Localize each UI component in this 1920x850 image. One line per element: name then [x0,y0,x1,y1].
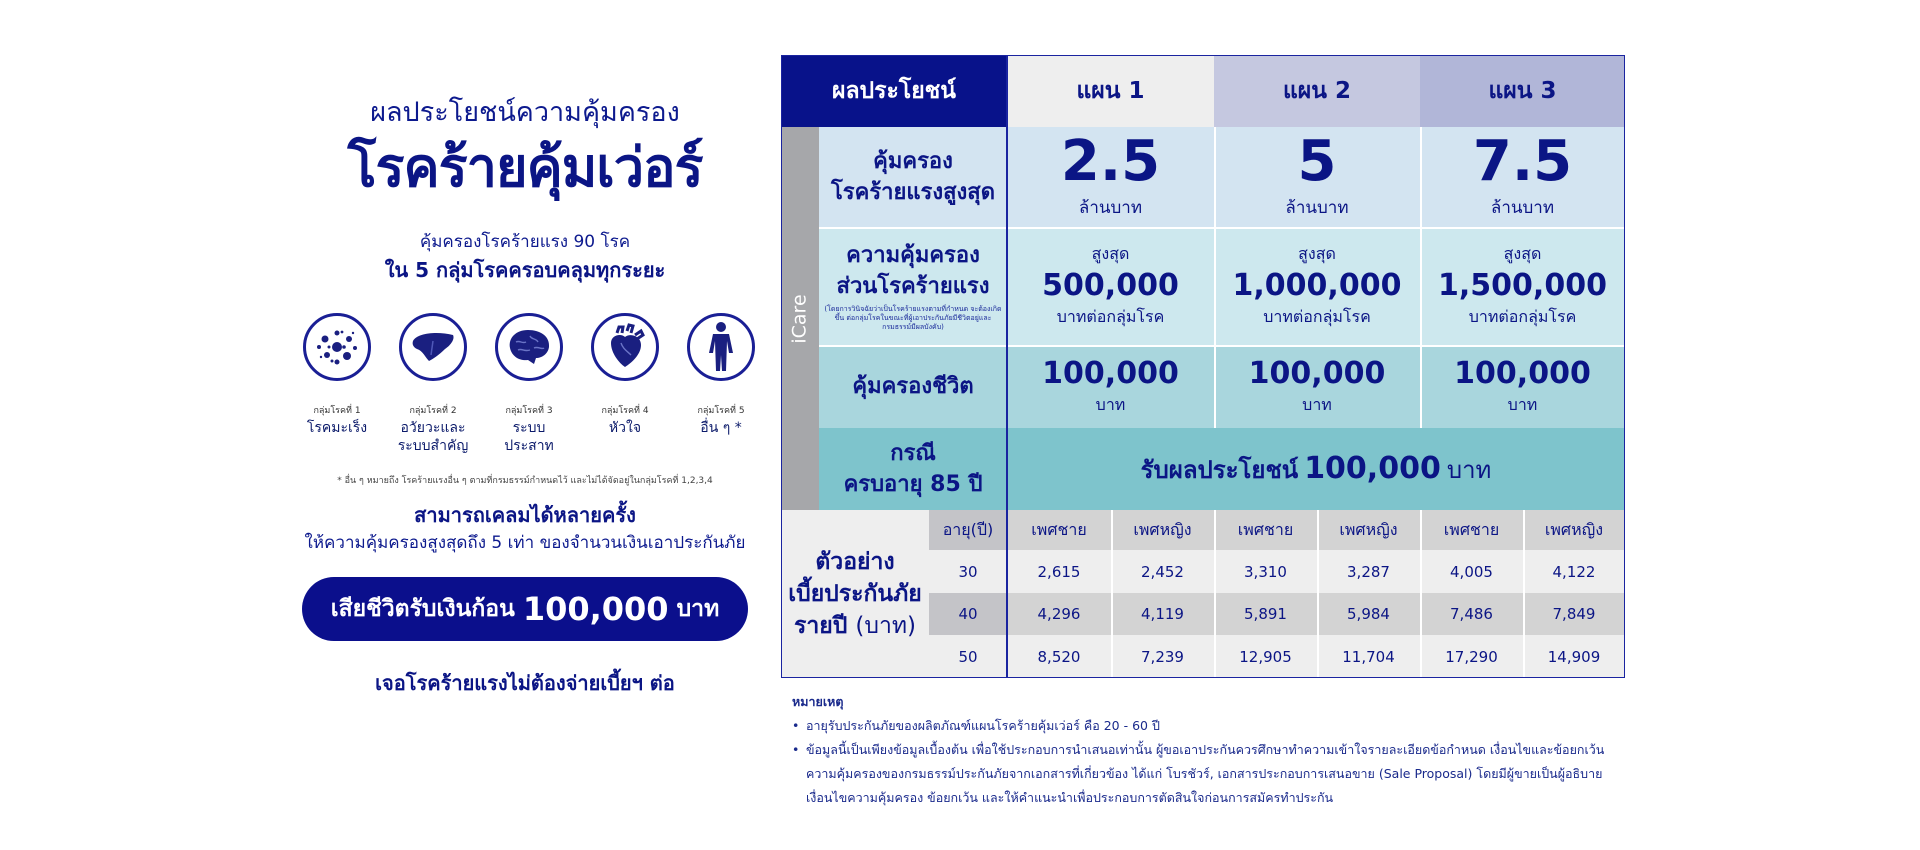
grid-line [1214,127,1216,428]
premium-cell: 2,615 [1007,550,1111,593]
age-header: อายุ(ปี) [929,510,1007,550]
value: 500,000 [1042,268,1179,303]
human-body-icon [687,313,755,381]
grid-line [1214,510,1216,678]
disease-group-2 [394,313,472,455]
value: 2.5 [1060,128,1161,194]
group-name: ระบบประสาท [504,420,554,454]
disease-group-5 [682,313,760,455]
product-title: โรคร้ายคุ้มเว่อร์ [347,136,703,199]
label-line-3 [794,610,916,642]
benefit-table [781,55,1625,678]
label-line: ครบอายุ 85 ปี [843,472,983,497]
premium-cell: 17,290 [1420,635,1523,678]
age-cell: 30 [929,550,1007,593]
age-cell: 40 [929,593,1007,635]
max-coverage-plan-1 [1007,127,1214,227]
grid-line [1006,55,1008,678]
premium-cell: 7,849 [1523,593,1625,635]
label-note: (โดยการวินิจฉัยว่าเป็นโรคร้ายแรงตามที่กำหนด จะต้องเกิดขึ้น ต่อกลุ่มโรคในขณะที่ผู้เอาประกันภัยมีชีวิตอยู่และกรมธรรม์มีผลบังคับ) [824,305,1002,331]
disease-group-4 [586,313,664,455]
maturity-benefit [1007,428,1625,510]
header-plan-3: แผน 3 [1420,55,1625,127]
col-header: เพศชาย [1214,510,1317,550]
brain-icon [495,313,563,381]
grid-line [1420,127,1422,428]
group-name: โรคมะเร็ง [306,420,368,436]
notes-list [792,714,1632,810]
premium-cell: 8,520 [1007,635,1111,678]
row-label-life-coverage: คุ้มครองชีวิต [819,345,1007,428]
label-line: ตัวอย่าง [815,549,895,575]
disease-group-3 [490,313,568,455]
col-header: เพศหญิง [1523,510,1625,550]
label-line: เบี้ยประกันภัย [788,581,922,607]
life-coverage-plan-2 [1214,345,1420,428]
unit: บาทต่อกลุ่มโรค [1056,307,1165,326]
grid-line [1111,510,1113,678]
header-plan-2: แผน 2 [1214,55,1420,127]
premium-cell: 11,704 [1317,635,1420,678]
grid-line [819,345,1625,347]
subtitle: ผลประโยชน์ความคุ้มครอง [370,97,680,128]
group-name: หัวใจ [608,420,642,436]
maturity-text-row [1141,450,1492,489]
col-header: เพศหญิง [1111,510,1214,550]
icare-side-label [781,127,819,510]
grid-line [1007,227,1625,229]
grid-line [1317,510,1319,678]
row-label-partial-coverage [819,227,1007,345]
premium-cell: 12,905 [1214,635,1317,678]
label-line: กรณี [890,441,936,466]
premium-cell: 3,310 [1214,550,1317,593]
partial-coverage-plan-3 [1420,227,1625,345]
unit: ล้านบาท [1078,197,1143,218]
max-coverage-plan-2 [1214,127,1420,227]
pill-suffix: บาท [676,596,720,622]
life-coverage-plan-3 [1420,345,1625,428]
unit: ล้านบาท [1490,197,1555,218]
label-line: ส่วนโรคร้ายแรง [836,274,990,299]
value: 5 [1297,128,1337,194]
footnote: * อื่น ๆ หมายถึง โรคร้ายแรงอื่น ๆ ตามที่กรมธรรม์กำหนดไว้ และไม่ได้จัดอยู่ในกลุ่มโรคที่ 1,2,3,4 [337,476,713,486]
claim-title: สามารถเคลมได้หลายครั้ง [414,503,636,527]
premium-label [781,510,929,678]
age-cell: 50 [929,635,1007,678]
premium-cell: 7,239 [1111,635,1214,678]
grid-line [1523,510,1525,678]
premium-cell: 14,909 [1523,635,1625,678]
group-label: กลุ่มโรคที่ 5 [697,406,745,416]
premium-cell: 5,984 [1317,593,1420,635]
unit: บาทต่อกลุ่มโรค [1263,307,1371,326]
col-header: เพศชาย [1420,510,1523,550]
coverage-line-2: ใน 5 กลุ่มโรคครอบคลุมทุกระยะ [384,258,666,282]
value: 7.5 [1472,128,1573,194]
liver-icon [399,313,467,381]
grid-line [1420,510,1422,678]
max-coverage-plan-3 [1420,127,1625,227]
maturity-unit: บาท [1446,455,1492,484]
value: 100,000 [1248,356,1386,391]
label-baht: (บาท) [855,613,916,639]
premium-cell: 4,119 [1111,593,1214,635]
notes [792,690,1632,810]
label-line: คุ้มครอง [873,149,953,174]
disease-group-1 [298,313,376,455]
unit: บาท [1302,395,1332,414]
premium-cell: 4,005 [1420,550,1523,593]
group-label: กลุ่มโรคที่ 2 [409,406,457,416]
group-name: อื่น ๆ * [700,420,742,436]
value: 100,000 [1454,356,1591,391]
premium-cell: 4,122 [1523,550,1625,593]
cancer-cells-icon [303,313,371,381]
value: 1,500,000 [1438,268,1607,303]
prefix: สูงสุด [1503,244,1542,263]
grid-line [819,227,1007,229]
note-item: • ข้อมูลนี้เป็นเพียงข้อมูลเบื้องต้น เพื่อใช้ประกอบการนำเสนอเท่านั้น ผู้ขอเอาประกันควรศึกษาทำความเข้าใจรายละเอียดข้อกำหนด เงื่อนไขและข้อยกเว้น ความคุ้มครองของกรมธรรม์ประกันภัยจากเอกสารที่เกี่ยวข้อง ได้แก่ โบรชัวร์, เอกสารประกอบการเสนอขาย (Sale Proposal) โดยมีผู้ขายเป็นผู้อธิบาย เงื่อนไขความคุ้มครอง ข้อยกเว้น และให้คำแนะนำเพื่อประกอบการตัดสินใจก่อนการสมัครทำประกัน [792,738,1632,810]
header-plan-1: แผน 1 [1007,55,1214,127]
waiver-text: เจอโรคร้ายแรงไม่ต้องจ่ายเบี้ยฯ ต่อ [375,671,675,695]
row-label-maturity [819,428,1007,510]
prefix: สูงสุด [1298,244,1336,263]
label-line: ความคุ้มครอง [846,243,980,268]
group-label: กลุ่มโรคที่ 3 [505,406,553,416]
notes-title: หมายเหตุ [792,694,844,709]
group-label: กลุ่มโรคที่ 4 [601,406,649,416]
life-coverage-plan-1 [1007,345,1214,428]
unit: บาทต่อกลุ่มโรค [1468,307,1577,326]
unit: ล้านบาท [1285,197,1349,218]
partial-coverage-plan-1 [1007,227,1214,345]
coverage-line-1: คุ้มครองโรคร้ายแรง 90 โรค [419,232,631,252]
note-item: • อายุรับประกันภัยของผลิตภัณฑ์แผนโรคร้ายคุ้มเว่อร์ คือ 20 - 60 ปี [792,714,1632,738]
group-name: อวัยวะและระบบสำคัญ [397,420,469,454]
left-panel [290,95,760,699]
col-header: เพศชาย [1007,510,1111,550]
pill-amount: 100,000 [522,590,669,628]
row-label-max-coverage [819,127,1007,227]
col-header: เพศหญิง [1317,510,1420,550]
label-yearly: รายปี [794,613,848,639]
prefix: สูงสุด [1091,244,1130,263]
maturity-text: รับผลประโยชน์ [1140,455,1299,484]
partial-coverage-plan-2 [1214,227,1420,345]
death-benefit-pill [302,577,748,641]
premium-cell: 3,287 [1317,550,1420,593]
value: 100,000 [1042,356,1179,391]
premium-cell: 4,296 [1007,593,1111,635]
unit: บาท [1095,395,1126,414]
label-line: โรคร้ายแรงสูงสุด [830,180,996,205]
header-benefit: ผลประโยชน์ [781,55,1007,127]
disease-groups [290,313,760,455]
premium-cell: 7,486 [1420,593,1523,635]
premium-cell: 2,452 [1111,550,1214,593]
pill-prefix: เสียชีวิตรับเงินก้อน [330,596,515,622]
maturity-amount: 100,000 [1304,450,1441,486]
heart-icon [591,313,659,381]
claim-text: ให้ความคุ้มครองสูงสุดถึง 5 เท่า ของจำนวนเงินเอาประกันภัย [304,533,746,553]
group-label: กลุ่มโรคที่ 1 [313,406,361,416]
side-label-text: iCare [789,293,811,344]
premium-cell: 5,891 [1214,593,1317,635]
value: 1,000,000 [1232,268,1402,303]
unit: บาท [1507,395,1538,414]
